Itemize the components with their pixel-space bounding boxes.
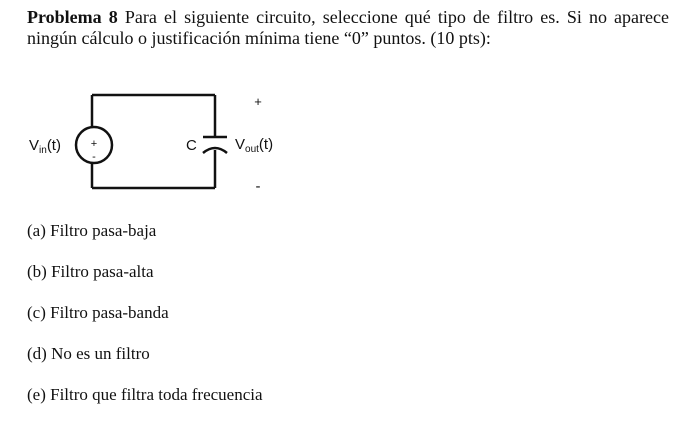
- option-d: (d) No es un filtro: [27, 344, 150, 363]
- vout-label: $V_{out}(t)$: [235, 136, 274, 155]
- vin-label: $V_{in}(t)$: [29, 137, 61, 156]
- problem-statement: [27, 7, 669, 49]
- problem-body: Para el siguiente circuito, seleccione qué tipo de filtro es. Si no aparece ningún cálculo o justificación mínima tiene “0” puntos. (10 pts):: [27, 7, 669, 48]
- problem-number: Problema 8: [27, 7, 118, 27]
- rc-circuit-diagram: [20, 85, 300, 205]
- output-minus-sign: -: [255, 178, 261, 195]
- output-plus-sign: +: [254, 94, 262, 109]
- source-plus-sign: +: [90, 138, 98, 150]
- answer-options: [27, 220, 263, 425]
- source-minus-sign: -: [92, 151, 96, 163]
- option-e: (e) Filtro que filtra toda frecuencia: [27, 385, 263, 404]
- option-a: (a) Filtro pasa-baja: [27, 221, 157, 240]
- capacitor-label: C: [186, 137, 197, 154]
- option-b: (b) Filtro pasa-alta: [27, 262, 154, 281]
- option-c: (c) Filtro pasa-banda: [27, 303, 169, 322]
